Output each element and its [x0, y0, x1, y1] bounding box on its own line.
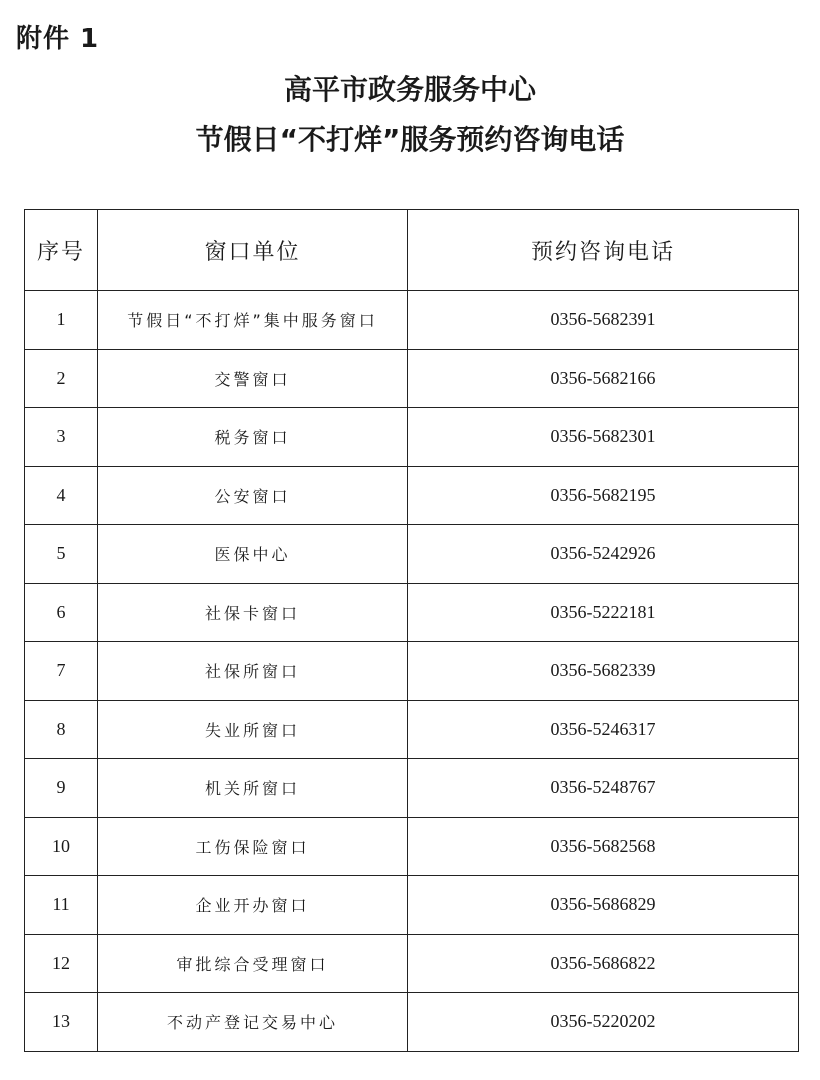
row-number: 12	[25, 934, 98, 993]
row-number: 10	[25, 817, 98, 876]
row-number: 5	[25, 525, 98, 584]
table-row	[25, 642, 799, 701]
header-unit: 窗口单位	[98, 210, 408, 291]
row-number: 7	[25, 642, 98, 701]
table-row	[25, 466, 799, 525]
row-number: 9	[25, 759, 98, 818]
table-row	[25, 934, 799, 993]
row-phone: 0356-5686829	[408, 876, 799, 935]
table-row	[25, 700, 799, 759]
phone-directory-table	[24, 209, 799, 1052]
row-phone: 0356-5682301	[408, 408, 799, 467]
header-phone: 预约咨询电话	[408, 210, 799, 291]
row-unit: 社保所窗口	[98, 642, 408, 701]
attachment-label: 附件 1	[16, 24, 100, 54]
row-number: 3	[25, 408, 98, 467]
row-unit: 失业所窗口	[98, 700, 408, 759]
row-unit: 公安窗口	[98, 466, 408, 525]
row-phone: 0356-5220202	[408, 993, 799, 1052]
row-number: 13	[25, 993, 98, 1052]
row-phone: 0356-5682568	[408, 817, 799, 876]
table-row	[25, 759, 799, 818]
row-phone: 0356-5682339	[408, 642, 799, 701]
row-unit: 医保中心	[98, 525, 408, 584]
row-unit: 税务窗口	[98, 408, 408, 467]
row-phone: 0356-5242926	[408, 525, 799, 584]
row-phone: 0356-5682195	[408, 466, 799, 525]
document-subtitle: 节假日“不打烊”服务预约咨询电话	[195, 123, 625, 156]
row-number: 8	[25, 700, 98, 759]
document-title: 高平市政务服务中心	[283, 73, 536, 106]
row-phone: 0356-5222181	[408, 583, 799, 642]
table-row	[25, 817, 799, 876]
row-phone: 0356-5248767	[408, 759, 799, 818]
table-row	[25, 408, 799, 467]
row-number: 11	[25, 876, 98, 935]
table-row	[25, 349, 799, 408]
table-row	[25, 876, 799, 935]
row-unit: 交警窗口	[98, 349, 408, 408]
row-unit: 节假日“不打烊”集中服务窗口	[98, 291, 408, 350]
row-phone: 0356-5682391	[408, 291, 799, 350]
row-number: 6	[25, 583, 98, 642]
row-unit: 社保卡窗口	[98, 583, 408, 642]
table-header-row	[25, 210, 799, 291]
row-phone: 0356-5686822	[408, 934, 799, 993]
row-unit: 机关所窗口	[98, 759, 408, 818]
row-phone: 0356-5246317	[408, 700, 799, 759]
table-row	[25, 525, 799, 584]
row-number: 4	[25, 466, 98, 525]
row-number: 1	[25, 291, 98, 350]
row-number: 2	[25, 349, 98, 408]
row-unit: 工伤保险窗口	[98, 817, 408, 876]
header-serial: 序号	[25, 210, 98, 291]
table-row	[25, 291, 799, 350]
row-unit: 企业开办窗口	[98, 876, 408, 935]
row-unit: 不动产登记交易中心	[98, 993, 408, 1052]
table-row	[25, 583, 799, 642]
row-phone: 0356-5682166	[408, 349, 799, 408]
row-unit: 审批综合受理窗口	[98, 934, 408, 993]
table-row	[25, 993, 799, 1052]
